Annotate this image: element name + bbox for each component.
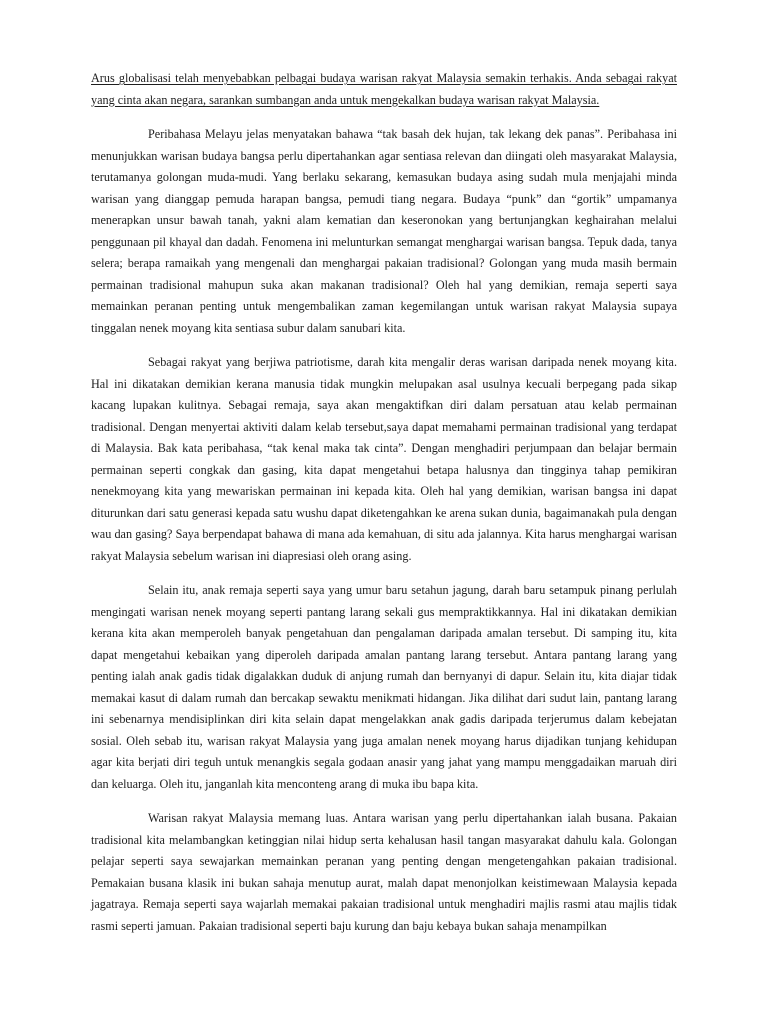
essay-paragraph-2: Sebagai rakyat yang berjiwa patriotisme, darah kita mengalir deras warisan daripada nenek moyang kita. Hal ini dikatakan demikian kerana manusia tidak mungkin melupakan asal usulnya kecuali berpegang pada sikap kacang lupakan kulitnya. Sebagai remaja, saya akan mengaktifkan diri dalam persatuan atau kelab permainan tradisional. Dengan menyertai aktiviti dalam kelab tersebut,saya dapat memahami permainan tradisional yang terdapat di Malaysia. Bak kata peribahasa, “tak kenal maka tak cinta”. Dengan menghadiri perjumpaan dan belajar bermain permainan seperti congkak dan gasing, kita dapat mengetahui betapa halusnya dan tingginya tahap pemikiran nenekmoyang kita yang mewariskan permainan ini kepada kita. Oleh hal yang demikian, warisan bangsa ini dapat diturunkan dari satu generasi kepada satu wushu dapat diketengahkan ke arena sukan dunia, bagaimanakah pula dengan wau dan gasing? Saya berpendapat bahawa di mana ada kemahuan, di situ ada jalannya. Kita harus menghargai warisan rakyat Malaysia sebelum warisan ini diapresiasi oleh orang asing. — [91, 355, 677, 563]
essay-question: Arus globalisasi telah menyebabkan pelbagai budaya warisan rakyat Malaysia semakin terhakis. Anda sebagai rakyat yang cinta akan negara, sarankan sumbangan anda untuk mengekalkan budaya warisan rakyat Malaysia. — [91, 71, 677, 107]
essay-paragraph-3: Selain itu, anak remaja seperti saya yang umur baru setahun jagung, darah baru setampuk pinang perlulah mengingati warisan nenek moyang seperti pantang larang sekali gus mempraktikkannya. Hal ini dikatakan demikian kerana kita akan memperoleh banyak pengetahuan dan pengalaman daripada amalan tersebut. Di samping itu, kita dapat mengetahui kebaikan yang diperoleh daripada amalan pantang larang tersebut. Antara pantang larang yang penting ialah anak gadis tidak digalakkan duduk di anjung rumah dan bernyanyi di dapur. Selain itu, kita diajar tidak memakai kasut di dalam rumah dan bercakap sewaktu menikmati hidangan. Jika dilihat dari sudut lain, pantang larang ini sebenarnya mendisiplinkan diri kita selain dapat mengelakkan anak gadis daripada terjerumus dalam kebejatan sosial. Oleh sebab itu, warisan rakyat Malaysia yang juga amalan nenek moyang harus dijadikan tunjang kehidupan agar kita berjati diri teguh untuk menangkis segala godaan anasir yang jahat yang mampu menggadaikan maruah diri dan keluarga. Oleh itu, janganlah kita menconteng arang di muka ibu bapa kita. — [91, 583, 677, 791]
essay-paragraph-4: Warisan rakyat Malaysia memang luas. Antara warisan yang perlu dipertahankan ialah busana. Pakaian tradisional kita melambangkan ketinggian nilai hidup serta kehalusan hasil tangan masyarakat dahulu kala. Golongan pelajar seperti saya sewajarkan memainkan peranan yang penting dengan mengetengahkan pakaian tradisional. Pemakaian busana klasik ini bukan sahaja menutup aurat, malah dapat menonjolkan keistimewaan Malaysia kepada jagatraya. Remaja seperti saya wajarlah memakai pakaian tradisional untuk menghadiri majlis rasmi atau majlis tidak rasmi seperti jamuan. Pakaian tradisional seperti baju kurung dan baju kebaya bukan sahaja menampilkan — [91, 811, 677, 933]
document-page — [91, 68, 677, 950]
essay-paragraph-1: Peribahasa Melayu jelas menyatakan bahawa “tak basah dek hujan, tak lekang dek panas”. Peribahasa ini menunjukkan warisan budaya bangsa perlu dipertahankan agar sentiasa relevan dan diingati oleh masyarakat Malaysia, terutamanya golongan muda-mudi. Yang berlaku sekarang, kemasukan budaya asing sudah mula menjajahi minda warisan yang dianggap pemuda harapan bangsa, pemudi tiang negara. Budaya “punk” dan “gortik” umpamanya menerapkan unsur bawah tanah, yakni alam kematian dan keseronokan yang bertunjangkan keghairahan melalui penggunaan pil khayal dan dadah. Fenomena ini melunturkan semangat menghargai warisan bangsa. Tepuk dada, tanya selera; berapa ramaikah yang mengenali dan menghargai pakaian tradisional? Golongan yang muda masih bermain permainan tradisional mahupun suka akan makanan tradisional? Oleh hal yang demikian, remaja seperti saya memainkan peranan penting untuk mengembalikan zaman kegemilangan untuk warisan rakyat Malaysia supaya tinggalan nenek moyang kita sentiasa subur dalam sanubari kita. — [91, 127, 677, 335]
